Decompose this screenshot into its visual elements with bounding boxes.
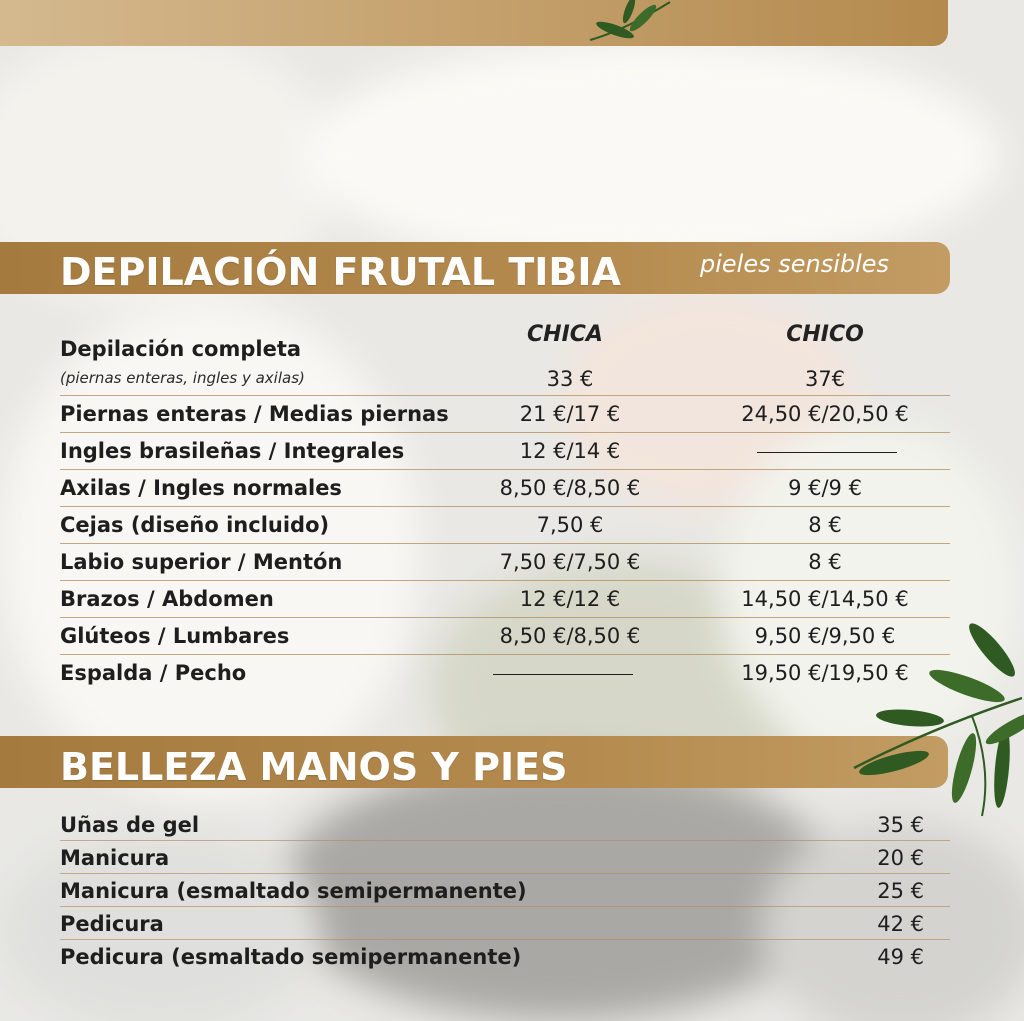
price-row: [60, 808, 950, 841]
service-name: Axilas / Ingles normales: [60, 476, 342, 500]
price-chico: 8 €: [808, 513, 842, 537]
service-name: Pedicura: [60, 912, 164, 936]
column-header-chico: CHICO: [786, 322, 864, 347]
section-subtitle: pieles sensibles: [700, 250, 890, 278]
olive-branch-icon: [852, 618, 1024, 818]
price-chica: 8,50 €/8,50 €: [499, 476, 641, 500]
price-chica: 33 €: [546, 367, 594, 391]
column-header-chica: CHICA: [527, 322, 603, 347]
price-row: [60, 335, 950, 396]
not-available-dash: [493, 674, 633, 675]
price-row: [60, 469, 950, 507]
price-row: [60, 506, 950, 544]
service-name: Pedicura (esmaltado semipermanente): [60, 945, 522, 969]
service-name: Manicura (esmaltado semipermanente): [60, 879, 527, 903]
price-chico: 19,50 €/19,50 €: [741, 661, 909, 685]
price-chica: 21 €/17 €: [519, 402, 621, 426]
top-decorative-band: [0, 0, 948, 46]
price-row: [60, 580, 950, 618]
service-name: Espalda / Pecho: [60, 661, 247, 685]
not-available-dash: [757, 452, 897, 453]
price-row: [60, 543, 950, 581]
price-row: [60, 432, 950, 470]
price-row: [60, 395, 950, 433]
service-name: Piernas enteras / Medias piernas: [60, 402, 449, 426]
service-price: 20 €: [877, 846, 924, 870]
service-name: Glúteos / Lumbares: [60, 624, 290, 648]
service-price: 25 €: [877, 879, 924, 903]
service-name: Cejas (diseño incluido): [60, 513, 330, 537]
price-row: [60, 841, 950, 874]
service-name: Depilación completa: [60, 337, 302, 361]
price-chico: 24,50 €/20,50 €: [741, 402, 909, 426]
price-chico: 9,50 €/9,50 €: [754, 624, 896, 648]
price-chico: 14,50 €/14,50 €: [741, 587, 909, 611]
price-chica: 12 €/12 €: [519, 587, 621, 611]
service-name: Labio superior / Mentón: [60, 550, 343, 574]
section-title-belleza: BELLEZA MANOS Y PIES: [60, 745, 568, 789]
service-name: Brazos / Abdomen: [60, 587, 274, 611]
price-chico: 9 €/9 €: [788, 476, 862, 500]
price-row: [60, 940, 950, 972]
price-row: [60, 874, 950, 907]
service-note: (piernas enteras, ingles y axilas): [60, 369, 305, 387]
price-row: [60, 617, 950, 655]
price-chica: 7,50 €: [536, 513, 604, 537]
service-name: Manicura: [60, 846, 170, 870]
section-title-depilacion: DEPILACIÓN FRUTAL TIBIA: [60, 250, 621, 294]
price-chico: 8 €: [808, 550, 842, 574]
service-price: 42 €: [877, 912, 924, 936]
service-name: Uñas de gel: [60, 813, 200, 837]
price-row: [60, 907, 950, 940]
olive-branch-icon: [585, 0, 685, 46]
service-price: 35 €: [877, 813, 924, 837]
service-price: 49 €: [877, 945, 924, 969]
service-name: Ingles brasileñas / Integrales: [60, 439, 405, 463]
price-row: [60, 654, 950, 691]
price-chica: 8,50 €/8,50 €: [499, 624, 641, 648]
price-chica: 12 €/14 €: [519, 439, 621, 463]
price-chico: 37€: [804, 367, 846, 391]
price-chica: 7,50 €/7,50 €: [499, 550, 641, 574]
